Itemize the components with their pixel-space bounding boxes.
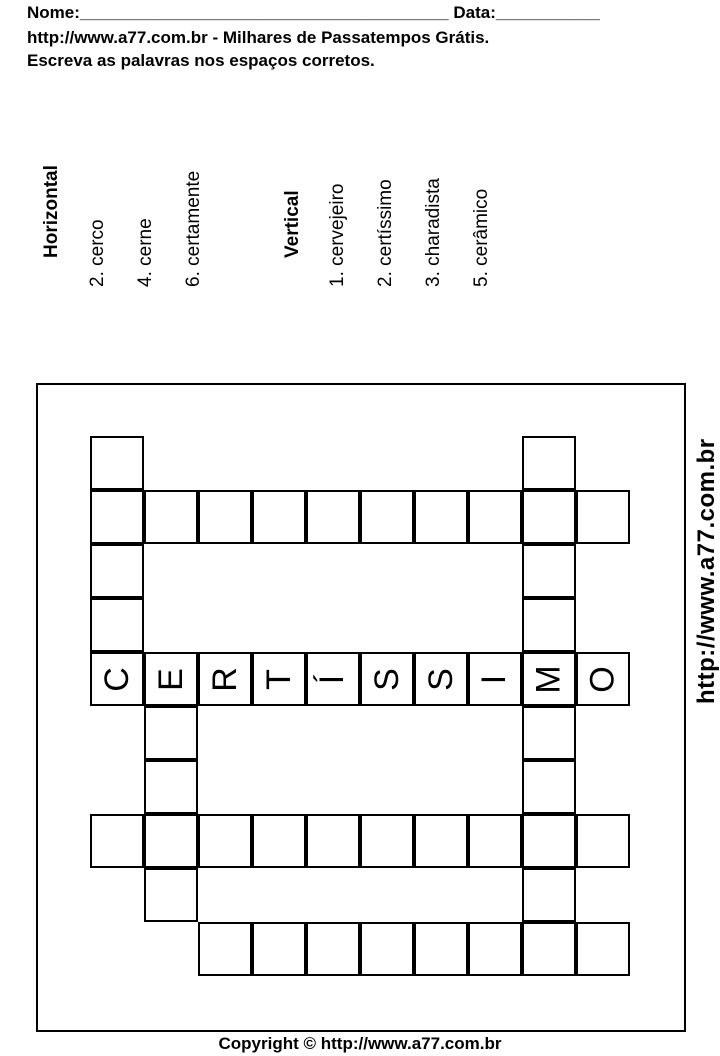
grid-cell[interactable]: [144, 868, 198, 922]
horizontal-title: Horizontal: [41, 165, 62, 258]
grid-cell[interactable]: [90, 490, 144, 544]
vertical-clue-1: 1. cervejeiro: [327, 183, 348, 287]
grid-cell[interactable]: [198, 490, 252, 544]
grid-cell[interactable]: [414, 490, 468, 544]
name-field[interactable]: _______________________________________: [79, 3, 449, 22]
vertical-title: Vertical: [282, 190, 303, 258]
grid-cell[interactable]: [576, 922, 630, 976]
grid-cell[interactable]: [522, 760, 576, 814]
grid-cell[interactable]: [90, 436, 144, 490]
grid-letter: T: [259, 668, 298, 690]
side-url: http://www.a77.com.br: [693, 438, 720, 704]
grid-cell[interactable]: [90, 814, 144, 868]
grid-cell[interactable]: [576, 814, 630, 868]
grid-cell[interactable]: [252, 814, 306, 868]
grid-cell[interactable]: [522, 814, 576, 868]
grid-letter: M: [529, 664, 568, 694]
grid-letter: S: [421, 667, 460, 691]
date-field[interactable]: ___________: [495, 3, 600, 22]
grid-cell[interactable]: [414, 922, 468, 976]
grid-cell[interactable]: [522, 868, 576, 922]
grid-cell[interactable]: [522, 436, 576, 490]
grid-cell[interactable]: [522, 598, 576, 652]
vertical-clue-3: 3. charadista: [423, 178, 444, 287]
grid-cell[interactable]: [198, 814, 252, 868]
grid-cell[interactable]: [144, 814, 198, 868]
grid-cell[interactable]: [360, 490, 414, 544]
grid-cell[interactable]: [144, 760, 198, 814]
grid-letter: C: [97, 666, 136, 692]
grid-cell[interactable]: [144, 706, 198, 760]
grid-cell[interactable]: [468, 922, 522, 976]
grid-cell[interactable]: [468, 814, 522, 868]
grid-cell[interactable]: [360, 814, 414, 868]
horizontal-clue-3: 6. certamente: [183, 170, 204, 287]
grid-letter: O: [583, 665, 622, 693]
grid-cell[interactable]: [522, 706, 576, 760]
grid-letter: E: [151, 667, 190, 691]
grid-cell[interactable]: [468, 490, 522, 544]
horizontal-clue-1: 2. cerco: [87, 219, 108, 287]
grid-cell[interactable]: [252, 922, 306, 976]
grid-cell[interactable]: [414, 814, 468, 868]
grid-cell[interactable]: [522, 544, 576, 598]
grid-cell[interactable]: [306, 922, 360, 976]
vertical-clue-4: 5. cerâmico: [471, 188, 492, 287]
instructions: Escreva as palavras nos espaços corretos.: [27, 51, 375, 70]
footer-copyright: Copyright © http://www.a77.com.br: [218, 1034, 502, 1053]
grid-letter: S: [367, 667, 406, 691]
grid-cell[interactable]: [360, 922, 414, 976]
grid-cell[interactable]: [522, 922, 576, 976]
date-label: Data:: [453, 3, 496, 22]
grid-letter: R: [205, 666, 244, 692]
grid-cell[interactable]: [306, 814, 360, 868]
grid-cell[interactable]: [306, 490, 360, 544]
horizontal-clue-2: 4. cerne: [135, 218, 156, 287]
site-line: http://www.a77.com.br - Milhares de Passatempos Grátis.: [27, 28, 490, 47]
grid-cell[interactable]: [252, 490, 306, 544]
grid-cell[interactable]: [90, 544, 144, 598]
grid-cell[interactable]: [522, 490, 576, 544]
grid-letter: Í: [313, 674, 352, 684]
name-label: Nome:: [27, 3, 80, 22]
grid-cell[interactable]: [198, 922, 252, 976]
grid-cell[interactable]: [90, 598, 144, 652]
grid-letter: I: [475, 674, 514, 684]
grid-cell[interactable]: [144, 490, 198, 544]
grid-cell[interactable]: [576, 490, 630, 544]
vertical-clue-2: 2. certíssimo: [375, 179, 396, 287]
